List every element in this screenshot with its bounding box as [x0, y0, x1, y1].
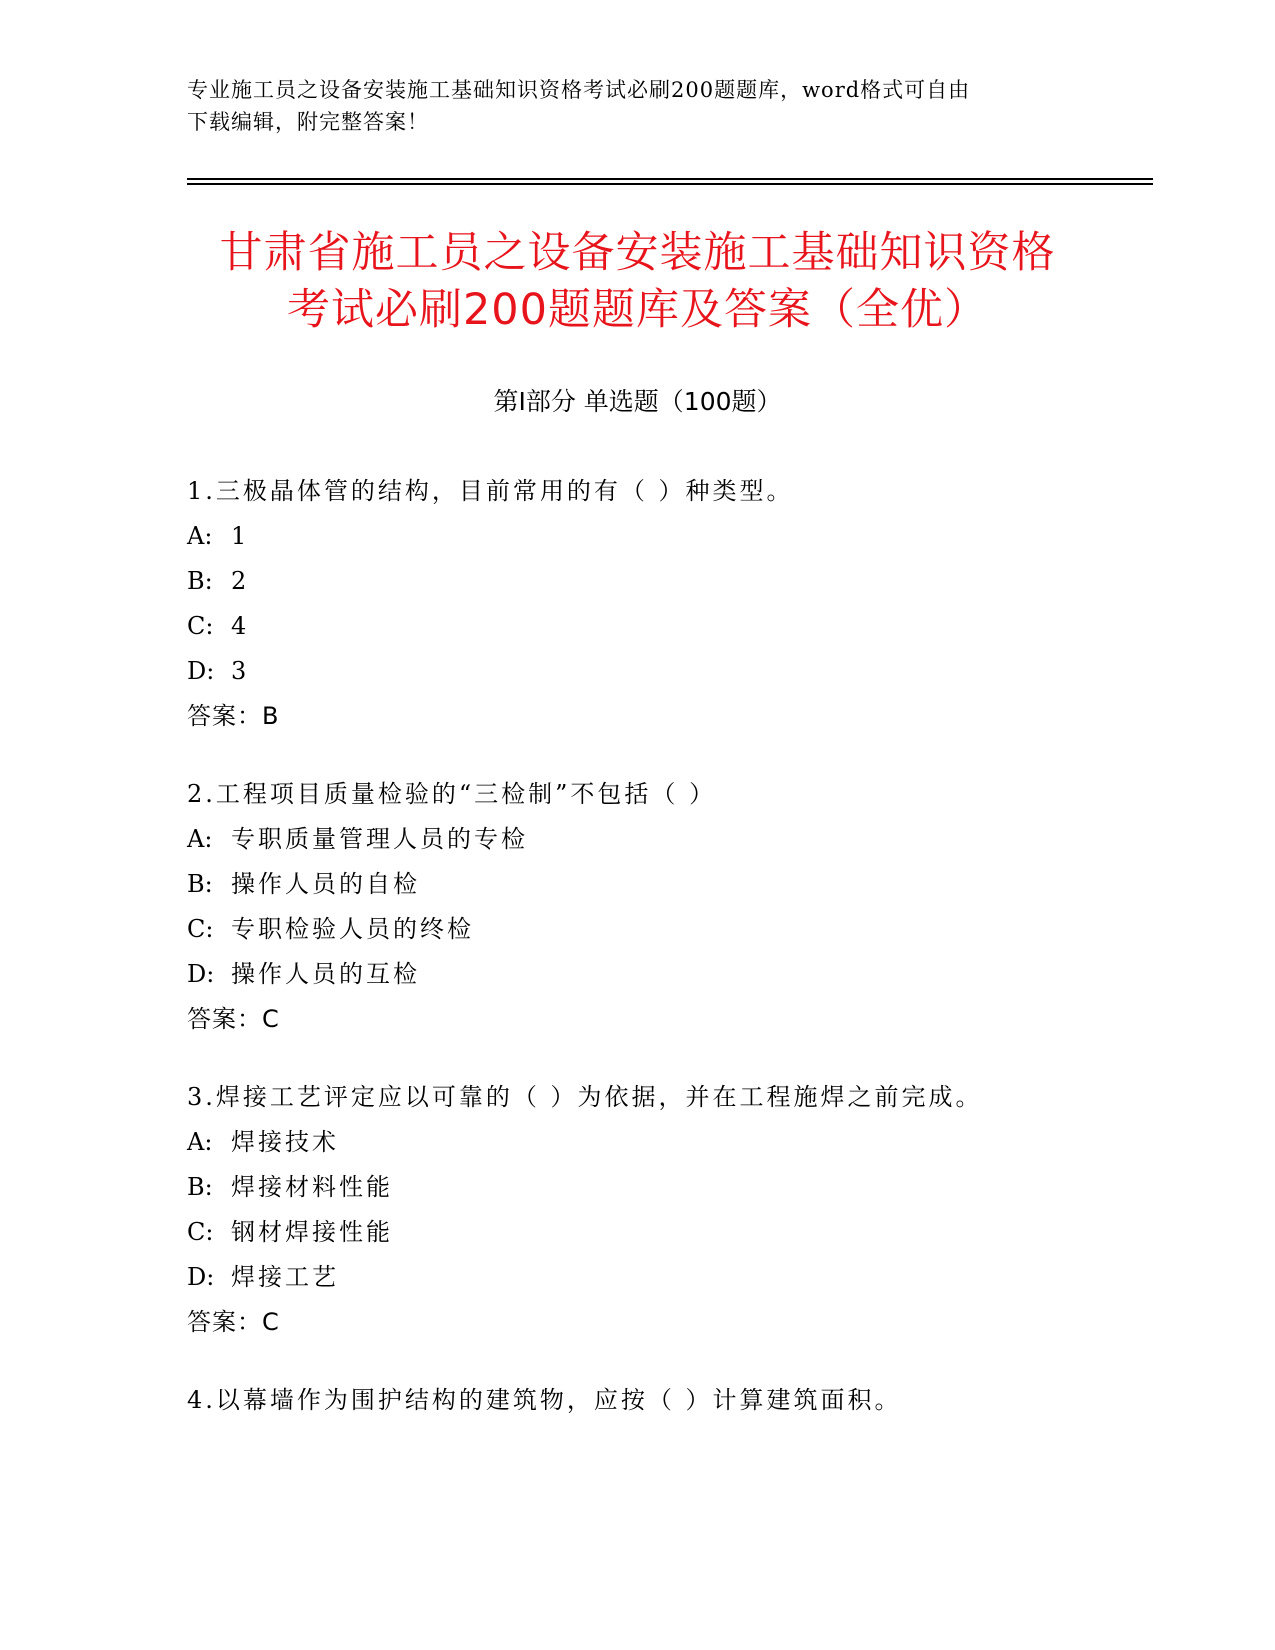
option-text: 操作人员的互检 — [231, 960, 420, 988]
option-letter: B: — [187, 567, 213, 595]
option-letter: C: — [187, 915, 214, 943]
question-list — [187, 476, 1137, 1463]
option-text: 焊接材料性能 — [231, 1173, 393, 1201]
option-letter: A: — [187, 522, 213, 550]
document-title-line-1: 甘肃省施工员之设备安装施工基础知识资格 — [219, 228, 1056, 278]
option-text: 专职质量管理人员的专检 — [231, 825, 528, 853]
question-stem: 2.工程项目质量检验的“三检制”不包括（ ） — [187, 780, 717, 808]
question-stem: 4.以幕墙作为围护结构的建筑物，应按（ ）计算建筑面积。 — [187, 1386, 902, 1414]
option-text: 焊接技术 — [231, 1128, 339, 1156]
option-text: 操作人员的自检 — [231, 870, 420, 898]
option-letter: B: — [187, 1173, 213, 1201]
option-text: 3 — [231, 657, 250, 685]
option-d — [187, 1262, 1137, 1292]
option-letter: C: — [187, 1218, 214, 1246]
option-text: 专职检验人员的终检 — [231, 915, 474, 943]
question-2 — [187, 779, 1137, 1034]
option-a — [187, 1127, 1137, 1157]
header-note-line-1: 专业施工员之设备安装施工基础知识资格考试必刷200题题库，word格式可自由 — [187, 78, 971, 102]
question-3 — [187, 1082, 1137, 1337]
option-letter: D: — [187, 1263, 215, 1291]
question-stem: 1.三极晶体管的结构，目前常用的有（ ）种类型。 — [187, 477, 794, 505]
document-title-line-2: 考试必刷200题题库及答案（全优） — [286, 285, 989, 335]
option-d — [187, 959, 1137, 989]
answer: 答案：C — [187, 1308, 280, 1336]
header-divider-top — [187, 178, 1153, 180]
option-letter: A: — [187, 825, 213, 853]
option-c — [187, 611, 1137, 641]
option-text: 焊接工艺 — [231, 1263, 339, 1291]
header-note-line-2: 下载编辑，附完整答案！ — [187, 110, 429, 134]
document-title — [120, 225, 1155, 339]
option-letter: D: — [187, 960, 215, 988]
option-a — [187, 824, 1137, 854]
option-c — [187, 914, 1137, 944]
question-4 — [187, 1385, 1137, 1415]
option-c — [187, 1217, 1137, 1247]
option-b — [187, 566, 1137, 596]
section-title: 第Ⅰ部分 单选题（100题） — [493, 387, 782, 416]
header-divider-bottom — [187, 183, 1153, 185]
option-text: 钢材焊接性能 — [231, 1218, 393, 1246]
answer: 答案：C — [187, 1005, 280, 1033]
option-d — [187, 656, 1137, 686]
option-letter: D: — [187, 657, 215, 685]
option-b — [187, 1172, 1137, 1202]
question-stem: 3.焊接工艺评定应以可靠的（ ）为依据，并在工程施焊之前完成。 — [187, 1083, 983, 1111]
option-letter: C: — [187, 612, 214, 640]
option-letter: B: — [187, 870, 213, 898]
option-text: 4 — [231, 612, 250, 640]
option-text: 1 — [231, 522, 250, 550]
question-1 — [187, 476, 1137, 731]
option-b — [187, 869, 1137, 899]
option-text: 2 — [231, 567, 250, 595]
header-note — [187, 74, 1087, 138]
option-a — [187, 521, 1137, 551]
answer: 答案：B — [187, 702, 280, 730]
option-letter: A: — [187, 1128, 213, 1156]
